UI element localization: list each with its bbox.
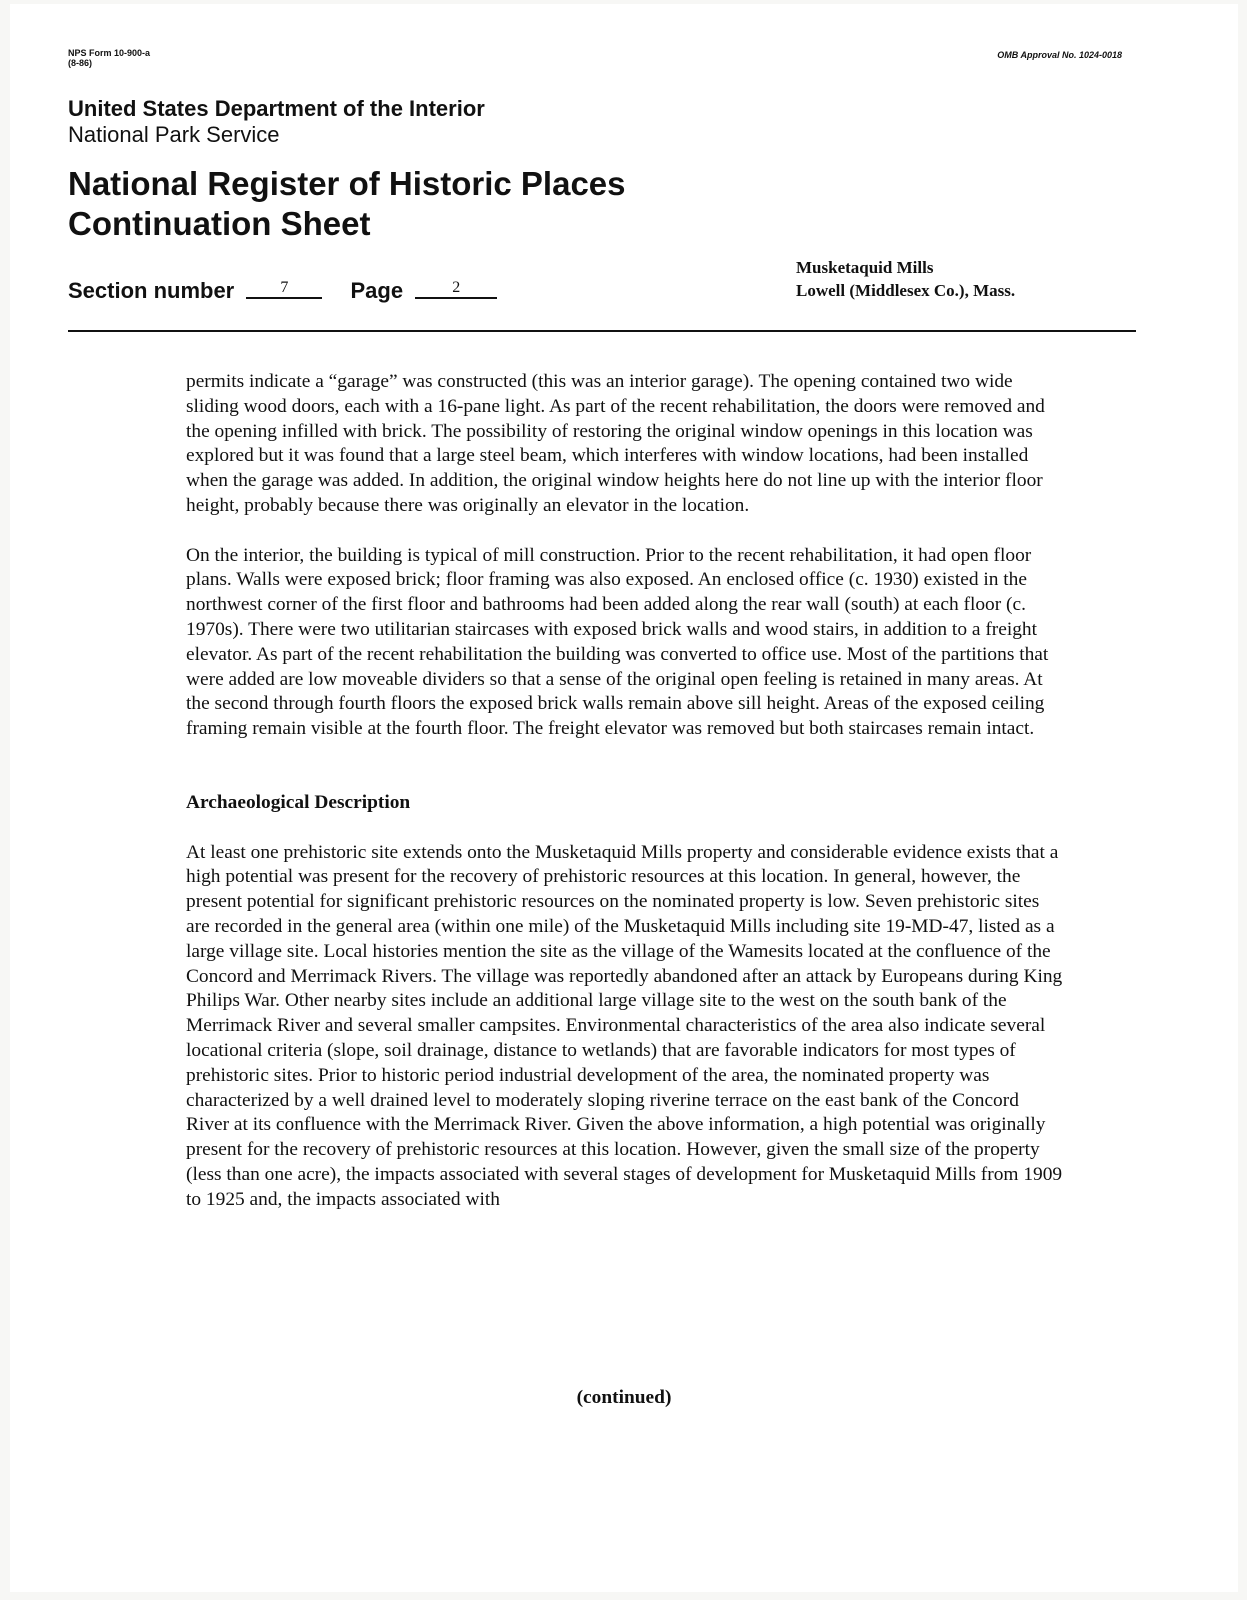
page-label: Page [350,278,404,303]
form-number-text: NPS Form 10-900-a [68,48,151,58]
body-paragraph-3: At least one prehistoric site extends onto the Musketaquid Mills property and considerable evidence exists that a high potential was present for the recovery of prehistoric resources at this location. In general, however, the present potential for significant prehistoric resources on the nominated property is low. Seven prehistoric sites are recorded in the general area (within one mile) of the Musketaquid Mills including site 19-MD-47, listed as a large village site. Local histories mention the site as the village of the Wamesits located at the confluence of the Concord and Merrimack Rivers. The village was reportedly abandoned after an attack by Europeans during King Philips War. Other nearby sites include an additional large village site to the west on the south bank of the Merrimack River and several smaller campsites. Environmental characteristics of the area also indicate several locational criteria (slope, soil drainage, distance to wetlands) that are favorable indicators for most types of prehistoric sites. Prior to historic period industrial development of the area, the nominated property was characterized by a well drained level to moderately sloping riverine terrace on the east bank of the Concord River at its confluence with the Merrimack River. Given the above information, a high potential was originally present for the recovery of prehistoric resources at this location. However, given the small size of the property (less than one acre), the impacts associated with several stages of development for Musketaquid Mills from 1909 to 1925 and, the impacts associated with [186,841,1063,1210]
form-date-text: (8-86) [68,58,93,68]
section-heading: Archaeological Description [186,791,411,813]
department-name: United States Department of the Interior [68,96,485,121]
property-block [796,256,1015,302]
document-title [68,164,626,244]
form-number [68,48,150,68]
property-name: Musketaquid Mills [796,258,934,277]
header-divider [68,330,1136,332]
section-page-line [68,278,497,304]
section-label: Section number [68,278,235,303]
body-paragraph-2: On the interior, the building is typical of mill construction. Prior to the recent rehabilitation, it had open floor plans. Walls were exposed brick; floor framing was also exposed. An enclosed office (c. 1930) existed in the northwest corner of the first floor and bathrooms had been added along the rear wall (south) at each floor (c. 1970s). There were two utilitarian staircases with exposed brick walls and wood stairs, in addition to a freight elevator. As part of the recent rehabilitation the building was converted to office use. Most of the partitions that were added are low moveable dividers so that a sense of the original open feeling is retained in many areas. At the second through fourth floors the exposed brick walls remain above sill height. Areas of the exposed ceiling framing remain visible at the fourth floor. The freight elevator was removed but both staircases remain intact. [186,544,1049,740]
section-number-value: 7 [246,279,322,299]
service-name: National Park Service [68,122,280,147]
document-body [186,370,1066,1213]
body-paragraph-1: permits indicate a “garage” was constructed (this was an interior garage). The opening contained two wide sliding wood doors, each with a 16-pane light. As part of the recent rehabilitation, the doors were removed and the opening infilled with brick. The possibility of restoring the original window openings in this location was explored but it was found that a large steel beam, which interferes with window locations, had been installed when the garage was added. In addition, the original window heights here do not line up with the interior floor height, probably because there was originally an elevator in the location. [186,371,1045,516]
property-location: Lowell (Middlesex Co.), Mass. [796,281,1016,300]
title-line-2: Continuation Sheet [68,205,371,242]
continued-note: (continued) [576,1387,672,1408]
title-line-1: National Register of Historic Places [68,165,626,202]
page-number-value: 2 [415,279,497,299]
document-page [10,4,1238,1592]
omb-approval: OMB Approval No. 1024-0018 [997,50,1122,60]
agency-block [68,96,485,148]
